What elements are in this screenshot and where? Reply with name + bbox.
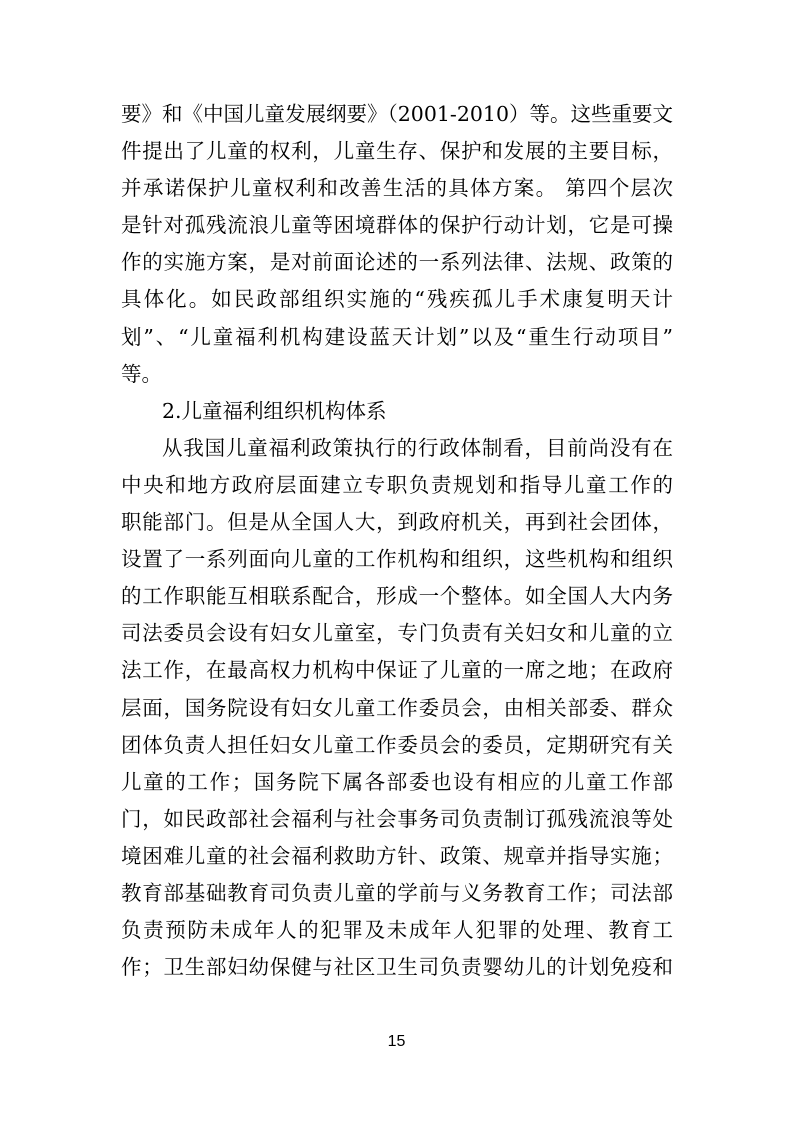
text-line: 教育部基础教育司负责儿童的学前与义务教育工作；司法部 — [121, 880, 673, 905]
text-line: 司法委员会设有妇女儿童室，专门负责有关妇女和儿童的立 — [121, 621, 673, 646]
text-line: 门，如民政部社会福利与社会事务司负责制订孤残流浪等处 — [121, 806, 673, 831]
text-line: 是针对孤残流浪儿童等困境群体的保护行动计划，它是可操 — [121, 213, 673, 238]
text-line: 负责预防未成年人的犯罪及未成年人犯罪的处理、教育工 — [121, 918, 673, 943]
text-line: 从我国儿童福利政策执行的行政体制看，目前尚没有在 — [162, 435, 673, 460]
text-line: 团体负责人担任妇女儿童工作委员会的委员，定期研究有关 — [121, 732, 673, 757]
text-line: 设置了一系列面向儿童的工作机构和组织，这些机构和组织 — [121, 547, 673, 572]
text-line: 的工作职能互相联系配合，形成一个整体。如全国人大内务 — [121, 584, 673, 609]
paragraph-1 — [121, 96, 673, 393]
text-line: 等。 — [121, 361, 162, 386]
text-line: 作；卫生部妇幼保健与社区卫生司负责婴幼儿的计划免疫和 — [121, 955, 673, 980]
text-line: 具体化。如民政部组织实施的“残疾孤儿手术康复明天计 — [121, 287, 673, 312]
text-line: 作的实施方案，是对前面论述的一系列法律、法规、政策的 — [121, 250, 673, 275]
text-line: 划”、“儿童福利机构建设蓝天计划”以及“重生行动项目” — [121, 324, 673, 349]
section-heading: 2.儿童福利组织机构体系 — [162, 398, 387, 423]
text-line: 职能部门。但是从全国人大，到政府机关，再到社会团体， — [121, 510, 673, 535]
text-line: 层面，国务院设有妇女儿童工作委员会，由相关部委、群众 — [121, 695, 673, 720]
text-line: 并承诺保护儿童权利和改善生活的具体方案。 第四个层次 — [121, 176, 673, 201]
text-line: 儿童的工作；国务院下属各部委也设有相应的儿童工作部 — [121, 769, 673, 794]
paragraph-2 — [121, 430, 673, 986]
text-line: 中央和地方政府层面建立专职负责规划和指导儿童工作的 — [121, 472, 673, 497]
text-line: 件提出了儿童的权利，儿童生存、保护和发展的主要目标， — [121, 139, 673, 164]
page-number: 15 — [387, 1033, 406, 1050]
text-line: 法工作，在最高权力机构中保证了儿童的一席之地；在政府 — [121, 658, 673, 683]
text-line: 要》和《中国儿童发展纲要》（2001-2010）等。这些重要文 — [121, 102, 674, 126]
body-text — [121, 96, 673, 986]
text-line: 境困难儿童的社会福利救助方针、政策、规章并指导实施； — [121, 843, 673, 868]
